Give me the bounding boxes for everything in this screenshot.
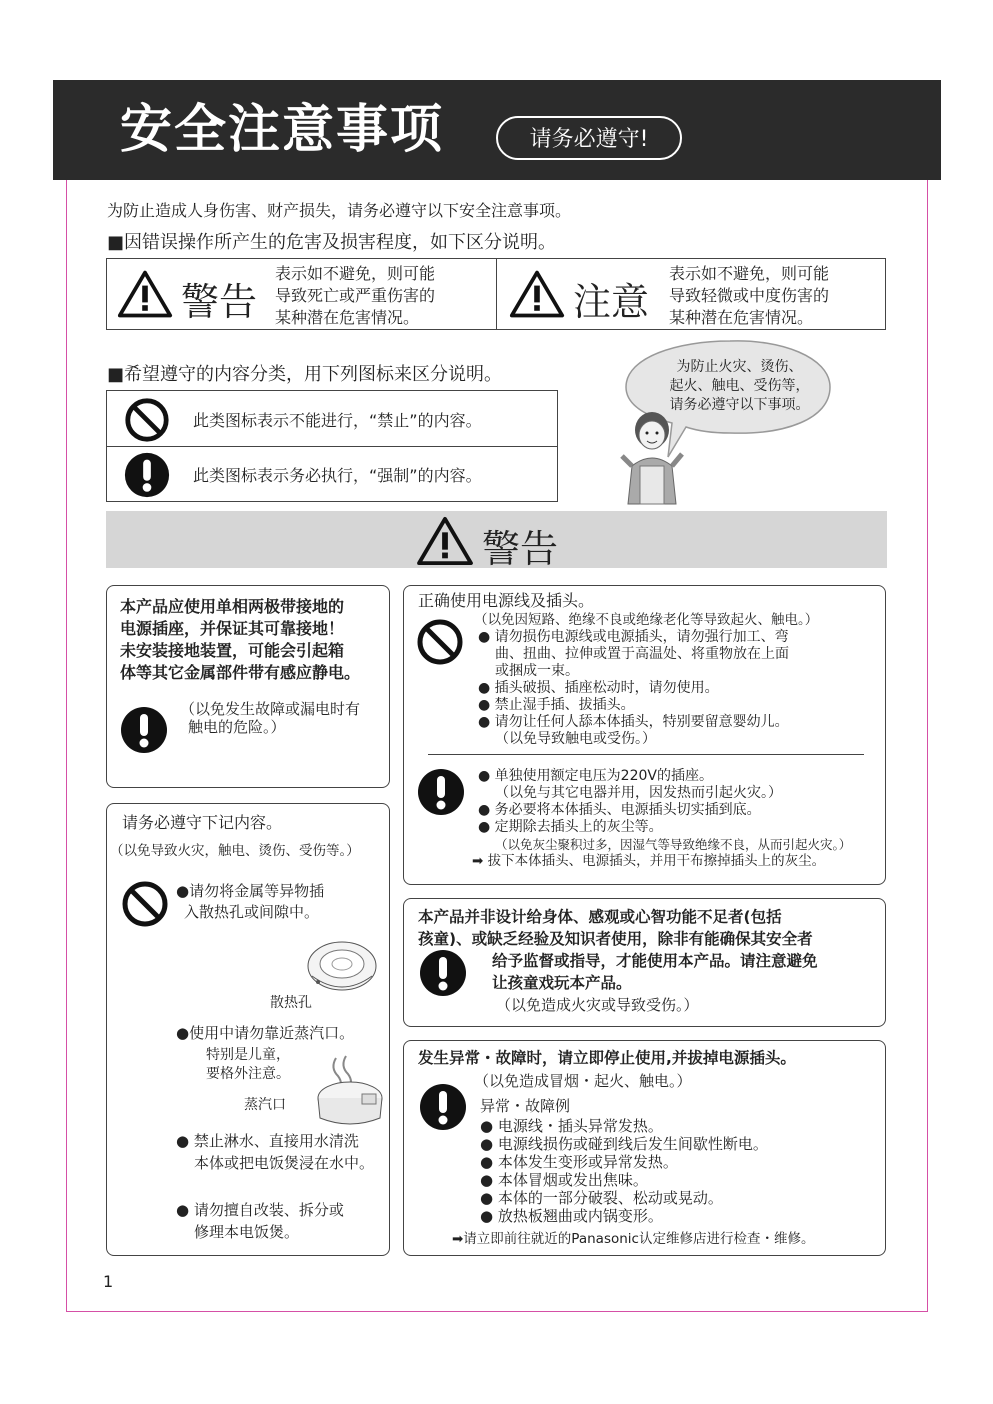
- abnormal-item: ● 本体冒烟或发出焦味。: [480, 1171, 648, 1189]
- speech-bubble-text: [652, 358, 827, 415]
- abnormal-item: ● 本体发生变形或异常发热。: [480, 1153, 678, 1171]
- caution-desc-line: 表示如不避免，则可能: [669, 264, 830, 283]
- header-badge: 请务必遵守!: [496, 116, 682, 160]
- warning-desc-line: 导致死亡或严重伤害的: [275, 286, 436, 305]
- cord-divider: [428, 754, 864, 755]
- warning-description: [275, 263, 485, 329]
- cord-item: （以免灰尘聚积过多，因湿气等导致绝缘不良，从而引起火灾。）: [495, 837, 852, 852]
- abnormal-mandatory-icon: [418, 1082, 468, 1132]
- abnormal-item: ● 电源线・插头异常发热。: [480, 1117, 663, 1135]
- degree-heading: ■因错误操作所产生的危害及损害程度，如下区分说明。: [107, 232, 557, 253]
- observe-item1-line: ●请勿将金属等异物插: [176, 882, 325, 900]
- cord-item: ➡ 拔下本体插头、电源插头，并用干布擦掉插头上的灰尘。: [472, 853, 826, 869]
- abnormal-subtitle: 异常・故障例: [480, 1097, 571, 1115]
- observe-title: 请务必遵守下记内容。: [122, 813, 283, 832]
- ground-line: 未安装接地装置，可能会引起箱: [120, 641, 345, 660]
- observe-prohibit-icon: [120, 879, 170, 929]
- observe-item1: [176, 881, 324, 923]
- child-line: 让孩童戏玩本产品。: [492, 974, 632, 992]
- legend-divider: [107, 446, 557, 447]
- cord-item: ● 务必要将本体插头、电源插头切实插到底。: [478, 802, 761, 818]
- abnormal-item: ● 电源线损伤或碰到线后发生间歇性断电。: [480, 1135, 768, 1153]
- vent-label: 散热孔: [270, 995, 312, 1011]
- abnormal-title: 发生异常・故障时，请立即停止使用,并拔掉电源插头。: [418, 1049, 796, 1067]
- observe-item2-sub-line: 特别是儿童，: [206, 1047, 290, 1063]
- intro-text: 为防止造成人身伤害、财产损失，请务必遵守以下安全注意事项。: [107, 201, 572, 220]
- caution-desc-line: 导致轻微或中度伤害的: [669, 286, 830, 305]
- warning-desc-line: 某种潜在危害情况。: [275, 308, 420, 327]
- abnormal-note: （以免造成冒烟・起火、触电。）: [474, 1072, 692, 1090]
- observe-item3-line: 本体或把电饭煲浸在水中。: [194, 1154, 375, 1172]
- abnormal-action: ➡请立即前往就近的Panasonic认定维修店进行检查・维修。: [452, 1231, 815, 1247]
- bubble-line: 起火、触电、受伤等，: [669, 378, 810, 394]
- cord-item: ● 单独使用额定电压为220V的插座。: [478, 768, 713, 784]
- warning-desc-line: 表示如不避免，则可能: [275, 264, 436, 283]
- ground-note: [180, 700, 380, 736]
- cord-item: ● 请勿让任何人舔本体插头，特别要留意婴幼儿。: [478, 714, 789, 730]
- observe-item4-line: 修理本电饭煲。: [194, 1223, 300, 1241]
- cord-item: ● 定期除去插头上的灰尘等。: [478, 819, 663, 835]
- ground-line: 体等其它金属部件带有感应静电。: [120, 663, 361, 682]
- caution-description: [669, 263, 879, 329]
- cord-item: （以免与其它电器并用，因发热而引起火灾。）: [495, 785, 782, 801]
- degree-divider: [496, 259, 497, 329]
- child-line: 给予监督或指导，才能使用本产品。请注意避免: [492, 952, 818, 970]
- child-text: [418, 906, 888, 994]
- abnormal-item: ● 本体的一部分破裂、松动或晃动。: [480, 1189, 723, 1207]
- abnormal-item: ● 放热板翘曲或内锅变形。: [480, 1207, 663, 1225]
- observe-note: （以免导致火灾，触电、烫伤、受伤等。）: [110, 843, 360, 859]
- rice-cooker-vent-illustration: [304, 936, 380, 996]
- observe-item2-sub-line: 要格外注意。: [206, 1066, 290, 1082]
- warning-triangle-icon: [117, 269, 173, 319]
- child-line: 孩童)、或缺乏经验及知识者使用，除非有能确保其安全者: [418, 930, 813, 948]
- observe-item2: ●使用中请勿靠近蒸汽口。: [176, 1024, 355, 1042]
- cord-prohibit-list: [478, 629, 878, 748]
- mandatory-icon: [123, 451, 171, 499]
- ground-line: 电源插座，并保证其可靠接地！: [120, 619, 345, 638]
- cord-item: 或捆成一束。: [495, 663, 579, 679]
- cord-prohibit-icon: [415, 617, 465, 667]
- cord-item: ● 插头破损、插座松动时，请勿使用。: [478, 680, 719, 696]
- ground-mandatory-icon: [119, 705, 169, 755]
- observe-item3: [176, 1130, 374, 1174]
- mandatory-legend-text: 此类图标表示务必执行，“强制”的内容。: [193, 466, 482, 485]
- caution-triangle-icon: [509, 269, 565, 319]
- ground-line: 本产品应使用单相两极带接地的: [120, 597, 345, 616]
- observe-item2-sub: [206, 1046, 290, 1084]
- steam-label: 蒸汽口: [244, 1097, 286, 1113]
- degree-table: [106, 258, 886, 330]
- cord-title: 正确使用电源线及插头。: [418, 591, 595, 610]
- banner-label: 警告: [482, 527, 559, 571]
- icon-legend: [106, 390, 558, 502]
- rice-cooker-steam-illustration: [310, 1054, 384, 1126]
- cord-mandatory-icon: [416, 767, 466, 817]
- cord-item: ● 请勿损伤电源线或电源插头，请勿强行加工、弯: [478, 629, 789, 645]
- cord-note: （以免因短路、绝缘不良或绝缘老化等导致起火、触电。）: [474, 612, 819, 628]
- bubble-line: 为防止火灾、烫伤、: [676, 359, 803, 375]
- ground-note-line: 触电的危险。）: [188, 718, 286, 736]
- child-line: 本产品并非设计给身体、感观或心智功能不足者(包括: [418, 908, 782, 926]
- child-note: （以免造成火灾或导致受伤。）: [496, 996, 699, 1014]
- observe-item4-line: ● 请勿擅自改装、拆分或: [176, 1201, 344, 1219]
- observe-item4: [176, 1199, 344, 1243]
- caution-desc-line: 某种潜在危害情况。: [669, 308, 814, 327]
- cord-item: ● 禁止湿手插、拔插头。: [478, 697, 635, 713]
- bubble-line: 请务必遵守以下事项。: [669, 397, 810, 413]
- caution-label: 注意: [573, 280, 650, 324]
- page-number: 1: [103, 1272, 114, 1291]
- icons-heading: ■希望遵守的内容分类，用下列图标来区分说明。: [107, 364, 503, 385]
- page-title: 安全注意事项: [120, 100, 445, 160]
- child-mandatory-icon: [418, 948, 468, 998]
- ground-text: [120, 596, 390, 684]
- abnormal-list: [480, 1117, 768, 1225]
- observe-item3-line: ● 禁止淋水、直接用水清洗: [176, 1132, 359, 1150]
- cord-item: 曲、扭曲、拉伸或置于高温处、将重物放在上面: [495, 646, 789, 662]
- cord-mandatory-list: [472, 768, 883, 870]
- prohibit-icon: [123, 396, 171, 444]
- cord-item: （以免导致触电或受伤。）: [495, 731, 656, 747]
- ground-note-line: （以免发生故障或漏电时有: [180, 700, 361, 718]
- warning-label: 警告: [181, 280, 258, 324]
- observe-item1-line: 入散热孔或间隙中。: [184, 903, 320, 921]
- woman-illustration: [618, 408, 688, 506]
- prohibit-legend-text: 此类图标表示不能进行，“禁止”的内容。: [193, 411, 482, 430]
- banner-triangle-icon: [416, 516, 474, 566]
